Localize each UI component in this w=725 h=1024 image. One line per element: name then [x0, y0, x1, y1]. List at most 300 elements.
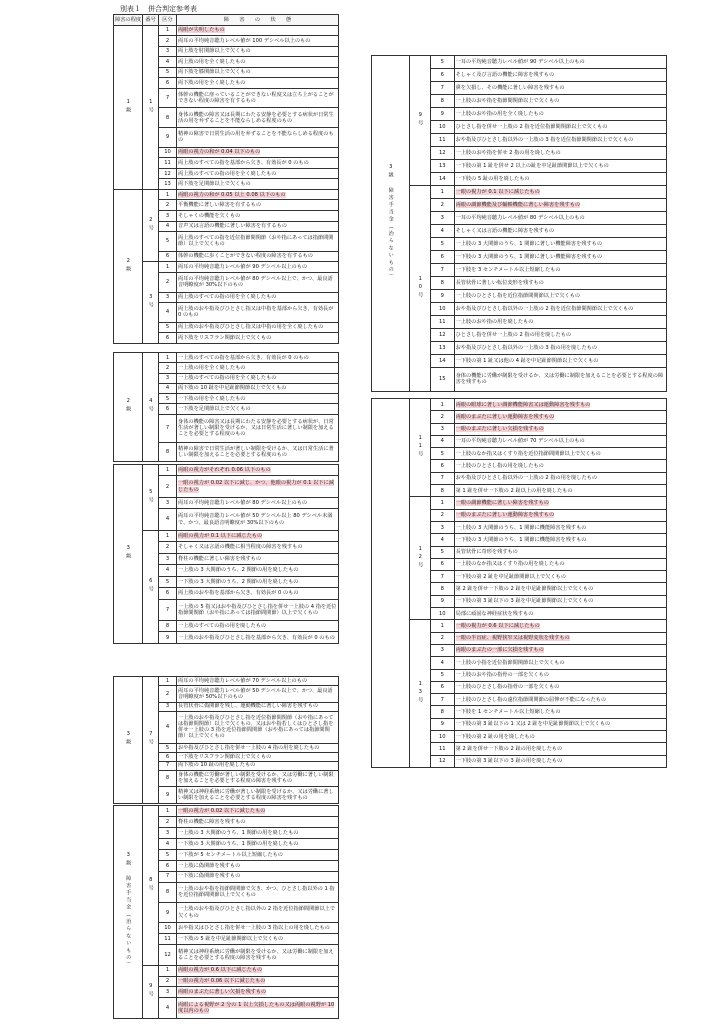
category-cell: 8	[159, 621, 177, 632]
category-cell: 4	[430, 435, 454, 447]
condition-cell	[177, 158, 339, 169]
condition-cell	[454, 460, 666, 472]
condition-cell	[454, 644, 666, 656]
condition-text: 一上肢の 3 大関節のうち、1 関節に機能障害を残すもの	[455, 524, 587, 531]
category-cell: 2	[159, 272, 177, 292]
number-label: 2号	[147, 216, 154, 233]
condition-text: 両下肢の 10 趾を中足趾節関節以上で欠くもの	[178, 385, 287, 392]
category-cell: 8	[159, 770, 177, 787]
grade-cell	[114, 353, 143, 462]
condition-text: 両眼のまぶたの一部に欠損を残すもの	[455, 647, 544, 654]
grade-label: 2級	[125, 398, 132, 414]
category-cell: 1	[159, 353, 177, 363]
condition-text: 一下肢を 1 センチメートル以上短縮したもの	[455, 708, 561, 715]
condition-text: 両下肢の 10 趾の用を廃したもの	[178, 762, 256, 769]
category-cell: 4	[430, 224, 454, 237]
condition-text: 一下肢の第 1 趾を併せ 2 以上の趾を中足趾節関節以上で欠くもの	[455, 162, 609, 169]
condition-text: おや指又はひとさし指を併せ一上肢の 3 指以上の用を廃したもの	[178, 925, 330, 932]
condition-text: 一眼の調節機能に著しい障害を残すもの	[455, 499, 549, 506]
category-cell: 2	[430, 632, 454, 644]
category-cell: 1	[159, 965, 177, 976]
category-cell: 6	[159, 404, 177, 414]
category-cell: 7	[159, 88, 177, 108]
condition-cell	[454, 224, 666, 237]
condition-text: 一上肢の 3 大関節のうち、1 関節に著しい機能障害を残すもの	[455, 240, 603, 247]
category-cell: 12	[430, 755, 454, 767]
category-cell: 8	[159, 108, 177, 128]
condition-cell	[177, 621, 339, 632]
condition-cell	[454, 56, 666, 69]
condition-text: 一上肢のすべての指を基部から欠き、有効長が 0 のもの	[178, 354, 309, 361]
condition-text: 平衡機能に著しい障害を有するもの	[178, 202, 262, 209]
condition-cell	[177, 147, 339, 158]
grade-label: 3級 障害手当金（治らないもの）	[125, 852, 132, 970]
condition-cell	[177, 965, 339, 976]
condition-text: 両上肢のおや指及びひとさし指又は中指の用を全く廃したもの	[178, 324, 324, 331]
condition-cell	[454, 250, 666, 263]
condition-text: 一下肢に偽関節を残すもの	[178, 873, 241, 880]
condition-text: 鼻を欠損し、その機能に著しい障害を残すもの	[455, 84, 565, 91]
condition-text: ひとさし指を併せ一上肢の 2 指の用を廃したもの	[455, 331, 572, 338]
table-row	[114, 189, 339, 200]
condition-text: 両上肢のおや指を基部から欠き、有効長が 0 のもの	[178, 590, 299, 597]
category-cell: 3	[430, 211, 454, 224]
condition-text: 一上肢の小指を近位指節間関節以上で欠くもの	[455, 659, 565, 666]
category-cell: 4	[430, 534, 454, 546]
condition-cell	[177, 128, 339, 148]
condition-text: 一上肢のなか指又はくすり指の用を廃したもの	[455, 561, 565, 568]
page-title: 別表１ 併合判定参考表	[120, 5, 197, 13]
condition-cell	[177, 827, 339, 838]
condition-cell	[454, 423, 666, 435]
condition-text: 一上肢のすべての指の用を全く廃したもの	[178, 375, 277, 382]
condition-text: 両下肢の用を全く廃したもの	[178, 79, 246, 86]
condition-cell	[454, 694, 666, 706]
condition-text: 両上肢のすべての指の用を全く廃したもの	[178, 294, 277, 301]
number-label: 12号	[417, 545, 424, 569]
condition-cell	[177, 509, 339, 530]
condition-cell	[177, 232, 339, 252]
condition-text: 両耳の平均純音聴力レベル値が 100 デシベル以上のもの	[178, 37, 311, 44]
condition-text: 両上肢を肘関節以上で欠くもの	[178, 48, 251, 55]
category-cell: 2	[159, 363, 177, 373]
condition-text: 局部に頑固な神経症状を残すもの	[455, 610, 534, 617]
category-cell: 5	[159, 849, 177, 860]
category-cell: 5	[430, 546, 454, 558]
category-cell: 14	[430, 354, 454, 367]
condition-cell	[177, 761, 339, 770]
condition-text: 精神の障害で日常生活の用を弁ずることを不能ならしめる程度のもの	[178, 131, 334, 144]
category-cell: 10	[430, 608, 454, 620]
condition-cell	[177, 934, 339, 945]
category-cell: 12	[159, 945, 177, 965]
header-category: 区分	[159, 15, 177, 26]
condition-text: 一上肢のなか指又はくすり指を近位指節間関節以上で欠くもの	[455, 450, 601, 457]
condition-text: 両上肢のすべての指の用を全く廃したもの	[178, 170, 277, 177]
condition-text: 身体の機能に労働が著しい制限を受けるか、又は労働に著しい制限を加えることを必要とする程度の障害を残すもの	[178, 772, 334, 785]
condition-cell	[177, 394, 339, 404]
category-cell: 11	[430, 133, 454, 146]
condition-text: 一下肢の 5 趾の用を廃したもの	[455, 175, 530, 182]
category-cell: 11	[430, 743, 454, 755]
category-cell: 1	[430, 620, 454, 632]
condition-text: 一下肢の 3 大関節のうち、1 関節の用を廃したもの	[178, 840, 299, 847]
condition-cell	[177, 838, 339, 849]
condition-text: 一上肢のおや指及びひとさし指以外の 2 指を近位指節間関節以上で欠くもの	[178, 906, 336, 919]
category-cell: 6	[430, 460, 454, 472]
condition-text: 一耳の平均純音聴力レベル値が 80 デシベル以上のもの	[455, 214, 585, 221]
condition-cell	[177, 88, 339, 108]
condition-text: 一上肢の用を全く廃したもの	[178, 364, 246, 371]
number-cell	[143, 353, 159, 462]
assessment-table	[113, 805, 339, 1019]
table-row	[114, 25, 339, 36]
condition-cell	[454, 583, 666, 595]
condition-text: 身体の機能の障害又は長期にわたる安静を必要とする病状が日常生活の用を弁ずることを不能ならしめる程度のもの	[178, 111, 334, 124]
condition-text: 一眼の半盲症、視野狭窄又は視野変状を残すもの	[455, 635, 570, 642]
condition-text: 一眼の視力が 0.6 以下に減じたもの	[455, 622, 540, 629]
number-cell	[410, 497, 431, 620]
condition-text: 一上肢のおや指を指節間関節以上で欠くもの	[455, 97, 560, 104]
condition-text: 一上肢の 5 指又はおや指及びひとさし指を併せ一上肢の 4 指を近位指節間関節（おや指にあっては指節間関節）以上で欠くもの	[178, 603, 337, 616]
category-cell: 8	[430, 706, 454, 718]
category-cell: 12	[430, 146, 454, 159]
category-cell: 2	[159, 476, 177, 497]
condition-cell	[454, 198, 666, 211]
condition-cell	[454, 263, 666, 276]
condition-text: 両眼が失明したもの	[178, 27, 225, 34]
condition-cell	[454, 521, 666, 533]
category-cell: 4	[159, 303, 177, 323]
condition-text: 一上肢のおや指及びひとさし指を基部から欠き、有効長が 0 のもの	[178, 634, 335, 641]
number-cell	[143, 677, 159, 804]
category-cell: 8	[430, 276, 454, 289]
condition-text: 両眼の調節機能及び輻輳機能に著しい障害を残すもの	[455, 201, 581, 208]
condition-cell	[177, 743, 339, 752]
condition-cell	[177, 860, 339, 871]
condition-text: 一眼の視力が 0.06 以下に減じたもの	[178, 978, 266, 985]
condition-text: 両眼の視力がそれぞれ 0.06 以下のもの	[178, 467, 271, 474]
condition-text: 一下肢の 3 大関節のうち、1 関節に機能障害を残すもの	[455, 536, 587, 543]
category-cell: 10	[159, 147, 177, 158]
condition-cell	[454, 558, 666, 570]
category-cell: 6	[159, 333, 177, 344]
condition-text: 一上肢のひとさし指の用を廃したもの	[455, 463, 544, 470]
condition-cell	[177, 902, 339, 922]
category-cell: 8	[430, 485, 454, 497]
category-cell: 3	[159, 702, 177, 711]
pane-g	[371, 398, 667, 768]
condition-text: そしゃく又は言語の機能に障害を残すもの	[455, 227, 555, 234]
category-cell: 3	[159, 827, 177, 838]
number-cell	[143, 465, 159, 531]
condition-cell	[454, 706, 666, 718]
condition-cell	[177, 200, 339, 211]
assessment-table	[371, 398, 667, 768]
category-cell: 4	[159, 383, 177, 393]
number-label: 8号	[147, 876, 154, 892]
category-cell: 6	[159, 752, 177, 761]
condition-cell	[177, 565, 339, 576]
number-label: 5号	[147, 488, 154, 504]
condition-cell	[454, 367, 666, 391]
category-cell: 12	[430, 328, 454, 341]
condition-cell	[454, 159, 666, 172]
category-cell: 7	[430, 571, 454, 583]
condition-cell	[177, 770, 339, 787]
condition-text: そしゃく及び言語の機能に障害を残すもの	[455, 71, 555, 78]
assessment-table	[113, 14, 339, 344]
condition-cell	[177, 322, 339, 333]
table-row	[114, 530, 339, 541]
number-label: 3号	[147, 293, 154, 310]
condition-cell	[454, 731, 666, 743]
grade-label: 3級	[125, 731, 132, 747]
category-cell: 5	[430, 237, 454, 250]
condition-text: 一下肢の第 1 趾又は他の 4 趾を中足趾節関節以上で欠くもの	[455, 357, 599, 364]
category-cell: 10	[159, 923, 177, 934]
condition-text: 一下肢の 3 大関節のうち、1 関節に著しい機能障害を残すもの	[455, 253, 603, 260]
number-cell	[143, 25, 159, 189]
table-row	[372, 399, 667, 411]
category-cell: 7	[430, 81, 454, 94]
condition-cell	[177, 497, 339, 508]
category-cell: 3	[430, 521, 454, 533]
condition-text: 第 2 趾を併せ一下肢の 2 趾を中足趾節関節以上で欠くもの	[455, 585, 594, 592]
condition-cell	[177, 404, 339, 414]
category-cell: 1	[159, 677, 177, 686]
condition-cell	[177, 442, 339, 461]
condition-text: 長管状骨に偽関節を残し、運動機能に著しい障害を残すもの	[178, 703, 319, 710]
category-cell: 10	[430, 731, 454, 743]
grade-label: 1級	[125, 98, 132, 114]
condition-text: 一上肢のひとさし指の指骨の一部を欠くもの	[455, 684, 560, 691]
condition-text: 精神の障害で日常生活が著しい制限を受けるか、又は日常生活に著しい制限を加えることを必要とする程度のもの	[178, 445, 334, 458]
category-cell: 9	[430, 595, 454, 607]
condition-cell	[177, 632, 339, 644]
number-cell	[143, 262, 159, 344]
condition-cell	[454, 632, 666, 644]
condition-cell	[177, 476, 339, 497]
number-cell	[410, 620, 431, 768]
condition-cell	[177, 882, 339, 902]
condition-text: 身体の機能の障害又は長期にわたる安静を必要とする病状が、日常生活が著しい制限を受けるか、又は日常生活に著しい制限を加えることを必要とする程度のもの	[178, 418, 334, 438]
category-cell: 4	[159, 565, 177, 576]
condition-cell	[454, 485, 666, 497]
category-cell: 6	[430, 250, 454, 263]
category-cell: 8	[159, 442, 177, 461]
grade-label: 2級	[125, 257, 132, 273]
category-cell: 3	[159, 553, 177, 564]
number-cell	[143, 806, 159, 966]
condition-text: 一上肢のおや指を併せ 2 指の用を廃したもの	[455, 149, 561, 156]
condition-cell	[454, 718, 666, 730]
condition-cell	[454, 354, 666, 367]
condition-cell	[177, 599, 339, 620]
category-cell: 13	[159, 179, 177, 190]
category-cell: 7	[430, 694, 454, 706]
category-cell: 5	[159, 67, 177, 78]
condition-cell	[454, 185, 666, 198]
category-cell: 7	[430, 263, 454, 276]
condition-cell	[454, 120, 666, 133]
condition-cell	[454, 669, 666, 681]
category-cell: 5	[430, 448, 454, 460]
condition-text: 長管状骨に奇形を残すもの	[455, 549, 518, 556]
grade-cell	[114, 25, 143, 189]
condition-cell	[454, 341, 666, 354]
condition-text: 一眼のまぶたに著しい運動障害を残すもの	[455, 512, 555, 519]
condition-text: 一上肢のおや指を指節間関節で欠き、かつ、ひとさし指以外の 1 指を近位指節間関節以上で欠くもの	[178, 886, 335, 899]
number-label: 9号	[147, 983, 154, 999]
category-cell: 11	[159, 158, 177, 169]
category-cell: 3	[159, 211, 177, 222]
assessment-table	[113, 352, 339, 462]
condition-cell	[177, 292, 339, 303]
category-cell: 2	[159, 36, 177, 47]
header-condition: 障 害 の 状 態	[177, 15, 339, 26]
category-cell: 8	[430, 583, 454, 595]
condition-cell	[177, 923, 339, 934]
category-cell: 5	[159, 743, 177, 752]
condition-cell	[177, 168, 339, 179]
table-row	[114, 806, 339, 817]
condition-text: 両眼の眼球に著しい調節機能障害又は運動障害を残すもの	[455, 401, 591, 408]
category-cell: 6	[430, 558, 454, 570]
category-cell: 8	[430, 94, 454, 107]
category-cell: 4	[159, 711, 177, 743]
category-cell: 2	[159, 685, 177, 702]
condition-text: 両耳の平均純音聴力レベル値が 80 デシベル以上のもの	[178, 499, 308, 506]
category-cell: 7	[159, 414, 177, 442]
condition-cell	[177, 976, 339, 987]
assessment-table	[113, 464, 339, 644]
category-cell: 6	[159, 860, 177, 871]
number-label: 1号	[147, 98, 154, 114]
category-cell: 13	[430, 159, 454, 172]
number-cell	[410, 399, 431, 497]
pane-b	[113, 352, 339, 462]
condition-cell	[454, 534, 666, 546]
condition-cell	[454, 743, 666, 755]
table-row	[114, 465, 339, 476]
condition-cell	[454, 68, 666, 81]
condition-cell	[454, 81, 666, 94]
category-cell: 15	[430, 367, 454, 391]
condition-text: 両眼の視力が 0.1 以下に減じたもの	[178, 532, 263, 539]
category-cell: 9	[159, 787, 177, 804]
table-row	[372, 56, 667, 69]
condition-text: 両上肢のすべての指を近位指節間関節（おや指にあっては指節間関節）以上で欠くもの	[178, 235, 334, 248]
category-cell: 1	[430, 185, 454, 198]
category-cell: 4	[159, 838, 177, 849]
condition-cell	[177, 806, 339, 817]
category-cell: 9	[430, 289, 454, 302]
condition-text: 両下肢を膝関節以上で欠くもの	[178, 69, 251, 76]
condition-text: 一下肢の 3 大関節のうち、2 関節の用を廃したもの	[178, 578, 299, 585]
category-cell: 2	[159, 816, 177, 827]
category-cell: 3	[159, 373, 177, 383]
condition-text: 一眼のまぶたに著しい欠損を残すもの	[455, 426, 544, 433]
category-cell: 9	[159, 128, 177, 148]
condition-text: 両耳の平均純音聴力レベル値が 50 デシベル以上 80 デシベル未満で、かつ、最良語音明瞭度が 30%以下のもの	[178, 513, 333, 526]
condition-text: 脊柱の機能に障害を残すもの	[178, 818, 246, 825]
condition-text: 一上肢の 3 大関節のうち、2 関節の用を廃したもの	[178, 567, 299, 574]
category-cell: 1	[159, 465, 177, 476]
category-cell: 7	[159, 599, 177, 620]
condition-cell	[177, 373, 339, 383]
condition-text: 両上肢の用を全く廃したもの	[178, 58, 246, 65]
condition-text: 一下肢をリスフラン関節以上で欠くもの	[178, 753, 272, 760]
condition-text: 一耳の平均純音聴力レベル値が 70 デシベル以上のもの	[455, 438, 585, 445]
condition-text: 一上肢に偽関節を残すもの	[178, 862, 241, 869]
condition-cell	[177, 553, 339, 564]
category-cell: 11	[430, 315, 454, 328]
condition-cell	[177, 211, 339, 222]
category-cell: 6	[159, 588, 177, 599]
grade-cell	[114, 465, 143, 644]
condition-text: 両上肢のすべての指を基部から欠き、有効長が 0 のもの	[178, 159, 309, 166]
condition-cell	[177, 787, 339, 804]
condition-text: 両眼の視力の和が 0.05 以上 0.08 以下のもの	[178, 191, 286, 198]
category-cell: 1	[430, 497, 454, 509]
condition-text: 体幹の機能に歩くことができない程度の障害を有するもの	[178, 253, 313, 260]
condition-text: 両耳の平均純音聴力レベル値が 50 デシベル以上で、かつ、最良語音明瞭度が 50%以下のもの	[178, 687, 333, 700]
condition-cell	[177, 542, 339, 553]
condition-cell	[177, 677, 339, 686]
condition-cell	[454, 289, 666, 302]
category-cell: 13	[430, 341, 454, 354]
number-label: 13号	[417, 680, 424, 705]
category-cell: 11	[159, 934, 177, 945]
condition-cell	[454, 620, 666, 632]
condition-cell	[177, 272, 339, 292]
pane-d	[113, 676, 339, 804]
grade-cell	[114, 189, 143, 343]
condition-cell	[454, 411, 666, 423]
grade-label: 3級	[125, 545, 132, 561]
condition-text: 一下肢の第 2 趾を中足趾節関節以上で欠くもの	[455, 573, 566, 580]
table-row	[372, 620, 667, 632]
condition-text: 精神又は神経系統に労働が制限を受けるか、又は労働に制限を加えることを必要とする程度の障害を残すもの	[178, 948, 334, 961]
condition-cell	[454, 571, 666, 583]
condition-text: おや指及びひとさし指以外の一上肢の 2 指を近位指節間関節以上で欠くもの	[455, 305, 634, 312]
category-cell: 5	[159, 322, 177, 333]
condition-cell	[454, 509, 666, 521]
condition-cell	[177, 25, 339, 36]
condition-text: そしゃくの機能を欠くもの	[178, 212, 241, 219]
condition-cell	[177, 333, 339, 344]
condition-cell	[177, 78, 339, 89]
condition-cell	[177, 530, 339, 541]
condition-text: 長管状骨に著しい転位変形を残すもの	[455, 279, 544, 286]
pane-c	[113, 464, 339, 644]
category-cell: 12	[159, 168, 177, 179]
category-cell: 10	[430, 120, 454, 133]
condition-text: 両眼による視野が 2 分の 1 以上欠損したもの又は両眼の視野が 10 度以内のもの	[178, 1001, 335, 1015]
condition-text: 一上肢のひとさし指の遠位指節間関節の屈伸が不能になったもの	[455, 696, 607, 703]
table-row	[372, 185, 667, 198]
condition-cell	[177, 871, 339, 882]
table-row	[114, 262, 339, 273]
condition-text: 両上肢のおや指及びひとさし指又は中指を基部から欠き、有効長が 0 のもの	[178, 306, 334, 319]
condition-cell	[177, 685, 339, 702]
condition-text: 両眼の視力の和が 0.04 以下のもの	[178, 149, 261, 156]
condition-cell	[177, 588, 339, 599]
condition-cell	[454, 681, 666, 693]
category-cell: 1	[159, 189, 177, 200]
category-cell: 1	[159, 530, 177, 541]
